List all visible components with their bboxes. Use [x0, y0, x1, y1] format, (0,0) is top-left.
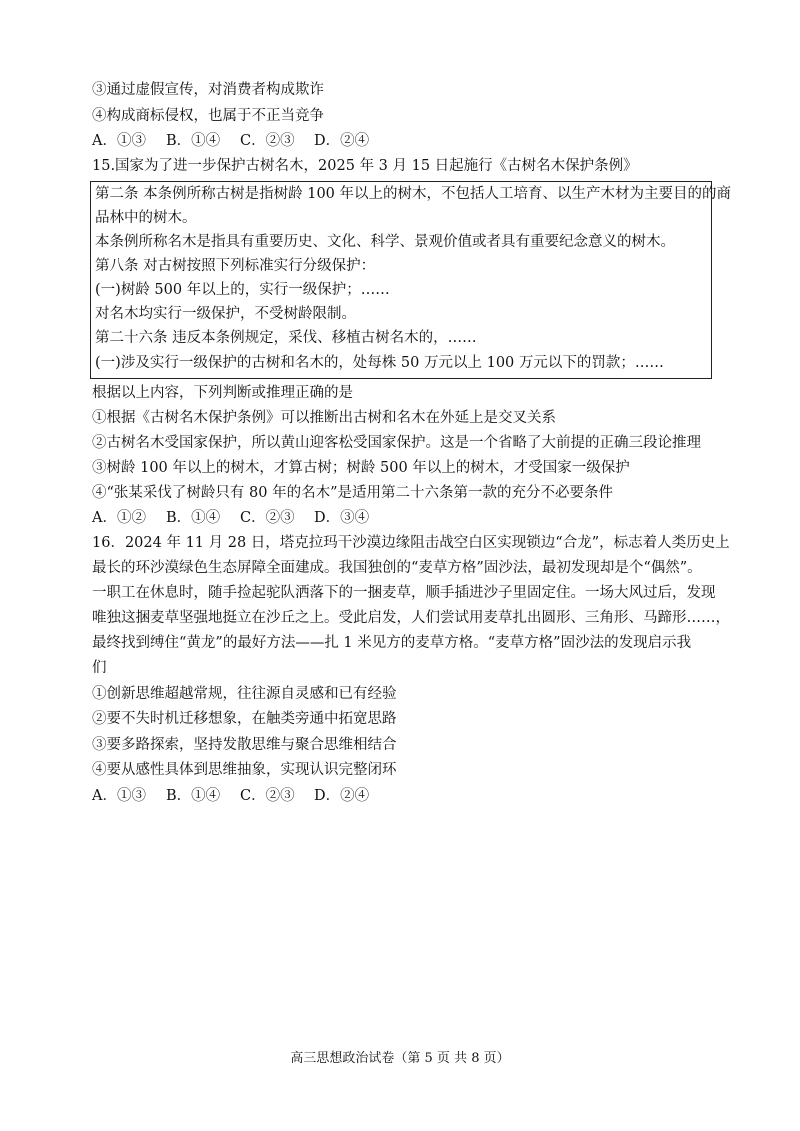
q16-option-a: A．①③	[92, 788, 146, 804]
q14-option-d: D．②④	[314, 133, 370, 149]
q16-statement-2: ②要不失时机迁移想象，在触类旁通中拓宽思路	[92, 711, 397, 727]
q16-option-c: C．②③	[240, 788, 295, 804]
q16-statement-4: ④要从感性具体到思维抽象，实现认识完整闭环	[92, 762, 397, 778]
q15-option-c: C．②③	[240, 510, 295, 526]
q15-statement-4: ④“张某采伐了树龄只有 80 年的名木”是适用第二十六条第一款的充分不必要条件	[92, 485, 613, 501]
q14-option-a: A．①③	[92, 133, 146, 149]
box-line: 本条例所称名木是指具有重要历史、文化、科学、景观价值或者具有重要纪念意义的树木。	[95, 234, 675, 250]
q16-options	[92, 786, 369, 806]
box-line: 品林中的树木。	[95, 210, 197, 226]
box-line: 第二条 本条例所称古树是指树龄 100 年以上的树木，不包括人工培育、以生产木材为主要目的的商	[95, 186, 731, 202]
q14-option-b: B．①④	[166, 133, 221, 149]
q16-option-d: D．②④	[314, 788, 370, 804]
box-line: 第八条 对古树按照下列标准实行分级保护：	[95, 258, 376, 274]
q15-statement-1: ①根据《古树名木保护条例》可以推断出古树和名木在外延上是交叉关系	[92, 410, 556, 426]
q15-options	[92, 508, 369, 528]
q16-option-b: B．①④	[166, 788, 221, 804]
q14-statement-4: ④构成商标侵权，也属于不正当竞争	[92, 108, 324, 124]
q16-stem-line: 一职工在休息时，随手捡起驼队洒落下的一捆麦草，顺手插进沙子里固定住。一场大风过后，发现	[92, 585, 716, 601]
box-line: 对名木均实行一级保护，不受树龄限制。	[95, 306, 356, 322]
q15-question: 根据以上内容，下列判断或推理正确的是	[92, 385, 353, 401]
q15-option-b: B．①④	[166, 510, 221, 526]
q14-option-c: C．②③	[240, 133, 295, 149]
q16-stem-line: 16．2024 年 11 月 28 日，塔克拉玛干沙漠边缘阻击战空白区实现锁边“合龙”，标志着人类历史上	[92, 535, 730, 551]
q16-statement-1: ①创新思维超越常规，往往源自灵感和已有经验	[92, 686, 397, 702]
box-line: 第二十六条 违反本条例规定，采伐、移植古树名木的，……	[95, 330, 477, 346]
q16-stem-line: 最长的环沙漠绿色生态屏障全面建成。我国独创的“麦草方格”固沙法，最初发现却是个“偶然”。	[92, 560, 702, 576]
q15-regulation-box	[90, 181, 731, 379]
q16-stem-line: 最终找到缚住“黄龙”的最好方法——扎 1 米见方的麦草方格。“麦草方格”固沙法的发现启示我	[92, 635, 692, 651]
q16-stem-line: 唯独这捆麦草坚强地挺立在沙丘之上。受此启发，人们尝试用麦草扎出圆形、三角形、马蹄形……，	[92, 610, 730, 626]
box-line: (一)树龄 500 年以上的，实行一级保护；……	[95, 282, 390, 298]
q14-options	[92, 131, 369, 151]
page-footer: 高三思想政治试卷（第 5 页 共 8 页）	[290, 1051, 510, 1066]
q16-statement-3: ③要多路探索，坚持发散思维与聚合思维相结合	[92, 737, 397, 753]
q15-statement-3: ③树龄 100 年以上的树木，才算古树；树龄 500 年以上的树木，才受国家一级保护	[92, 460, 630, 476]
box-line: (一)涉及实行一级保护的古树和名木的，处每株 50 万元以上 100 万元以下的罚款；……	[95, 355, 664, 371]
q14-statement-3: ③通过虚假宣传，对消费者构成欺诈	[92, 82, 324, 98]
q15-statement-2: ②古树名木受国家保护，所以黄山迎客松受国家保护。这是一个省略了大前提的正确三段论推理	[92, 435, 701, 451]
q15-option-d: D．③④	[314, 510, 370, 526]
q15-option-a: A．①②	[92, 510, 146, 526]
q15-stem: 15.国家为了进一步保护古树名木，2025 年 3 月 15 日起施行《古树名木保护条例》	[92, 158, 638, 174]
q16-stem-line: 们	[92, 660, 107, 676]
